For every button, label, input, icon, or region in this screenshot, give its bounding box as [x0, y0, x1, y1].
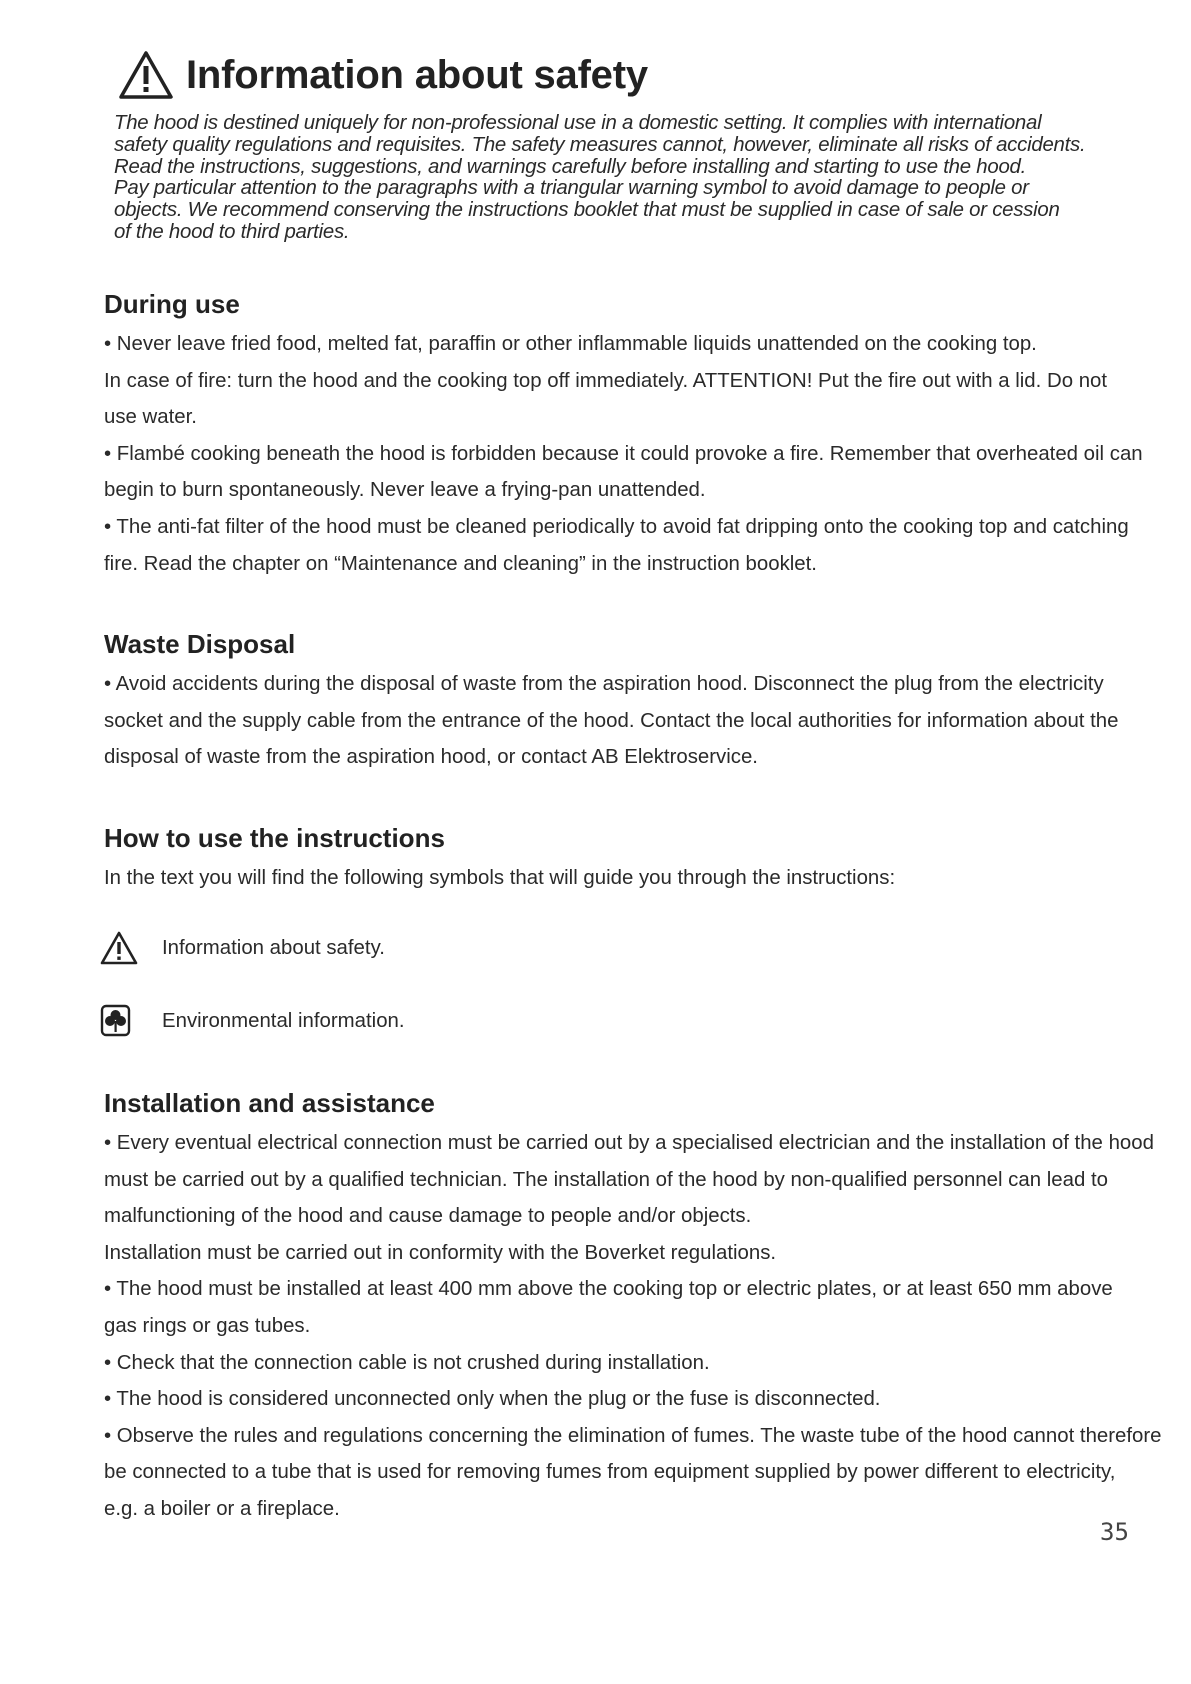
intro-line: Read the instructions, suggestions, and warnings carefully before installing and starting to use the hood.: [114, 155, 1027, 178]
section-heading-waste-disposal: Waste Disposal: [104, 629, 296, 659]
body-line: • Avoid accidents during the disposal of waste from the aspiration hood. Disconnect the plug from the electricity: [104, 673, 1104, 695]
symbol-label-environment: Environmental information.: [162, 1009, 405, 1032]
body-line: In case of fire: turn the hood and the cooking top off immediately. ATTENTION! Put the fire out with a lid. Do not: [104, 369, 1108, 392]
section-heading-how-to-use: How to use the instructions: [104, 823, 445, 853]
section-body-installation: [104, 1125, 1164, 1528]
body-line: fire. Read the chapter on “Maintenance and cleaning” in the instruction booklet.: [104, 552, 817, 575]
body-line: use water.: [104, 406, 197, 429]
section-body-how-to-use: [104, 860, 1164, 897]
body-line: • The hood is considered unconnected only when the plug or the fuse is disconnected.: [104, 1388, 881, 1411]
intro-line: of the hood to third parties.: [114, 220, 350, 243]
body-line: begin to burn spontaneously. Never leave a frying-pan unattended.: [104, 479, 706, 502]
body-line: In the text you will find the following symbols that will guide you through the instructions:: [104, 867, 896, 889]
page-number: 35: [1100, 1518, 1129, 1546]
body-line: malfunctioning of the hood and cause damage to people and/or objects.: [104, 1205, 752, 1228]
body-line: must be carried out by a qualified technician. The installation of the hood by non-qualified personnel can lead to: [104, 1168, 1108, 1191]
page-title-block: [118, 50, 648, 100]
body-line: Installation must be carried out in conformity with the Boverket regulations.: [104, 1241, 777, 1264]
body-line: • Flambé cooking beneath the hood is forbidden because it could provoke a fire. Remember that overheated oil can: [104, 442, 1143, 465]
symbol-label-safety: Information about safety.: [162, 936, 385, 959]
body-line: • Every eventual electrical connection must be carried out by a specialised electrician and the installation of the hood: [104, 1132, 1154, 1154]
intro-line: safety quality regulations and requisites. The safety measures cannot, however, eliminate all risks of accidents.: [114, 133, 1086, 156]
intro-paragraph: [114, 113, 1134, 244]
body-line: socket and the supply cable from the entrance of the hood. Contact the local authorities for information about the: [104, 709, 1119, 732]
symbol-row-safety: [100, 931, 385, 965]
body-line: gas rings or gas tubes.: [104, 1314, 311, 1337]
body-line: • The hood must be installed at least 400 mm above the cooking top or electric plates, or at least 650 mm above: [104, 1278, 1113, 1301]
section-body-waste-disposal: [104, 666, 1164, 776]
environment-leaf-icon: [100, 1004, 138, 1038]
body-line: • Never leave fried food, melted fat, paraffin or other inflammable liquids unattended on the cooking top.: [104, 333, 1037, 355]
section-heading-during-use: During use: [104, 289, 240, 319]
section-body-during-use: [104, 326, 1164, 582]
body-line: • Observe the rules and regulations concerning the elimination of fumes. The waste tube of the hood cannot therefore: [104, 1424, 1162, 1447]
warning-triangle-icon: [100, 931, 138, 965]
body-line: • Check that the connection cable is not crushed during installation.: [104, 1351, 710, 1374]
symbol-row-environment: [100, 1004, 405, 1038]
body-line: • The anti-fat filter of the hood must be cleaned periodically to avoid fat dripping onto the cooking top and catching: [104, 515, 1129, 538]
body-line: e.g. a boiler or a fireplace.: [104, 1497, 340, 1520]
page-title: Information about safety: [186, 52, 648, 97]
section-heading-installation: Installation and assistance: [104, 1088, 435, 1118]
intro-line: The hood is destined uniquely for non-professional use in a domestic setting. It complies with international: [114, 112, 1042, 134]
intro-line: objects. We recommend conserving the instructions booklet that must be supplied in case of sale or cession: [114, 199, 1060, 222]
body-line: disposal of waste from the aspiration hood, or contact AB Elektroservice.: [104, 746, 758, 769]
body-line: be connected to a tube that is used for removing fumes from equipment supplied by power different to electricity,: [104, 1461, 1116, 1484]
warning-triangle-icon: [118, 50, 174, 100]
intro-line: Pay particular attention to the paragraphs with a triangular warning symbol to avoid damage to people or: [114, 177, 1029, 200]
